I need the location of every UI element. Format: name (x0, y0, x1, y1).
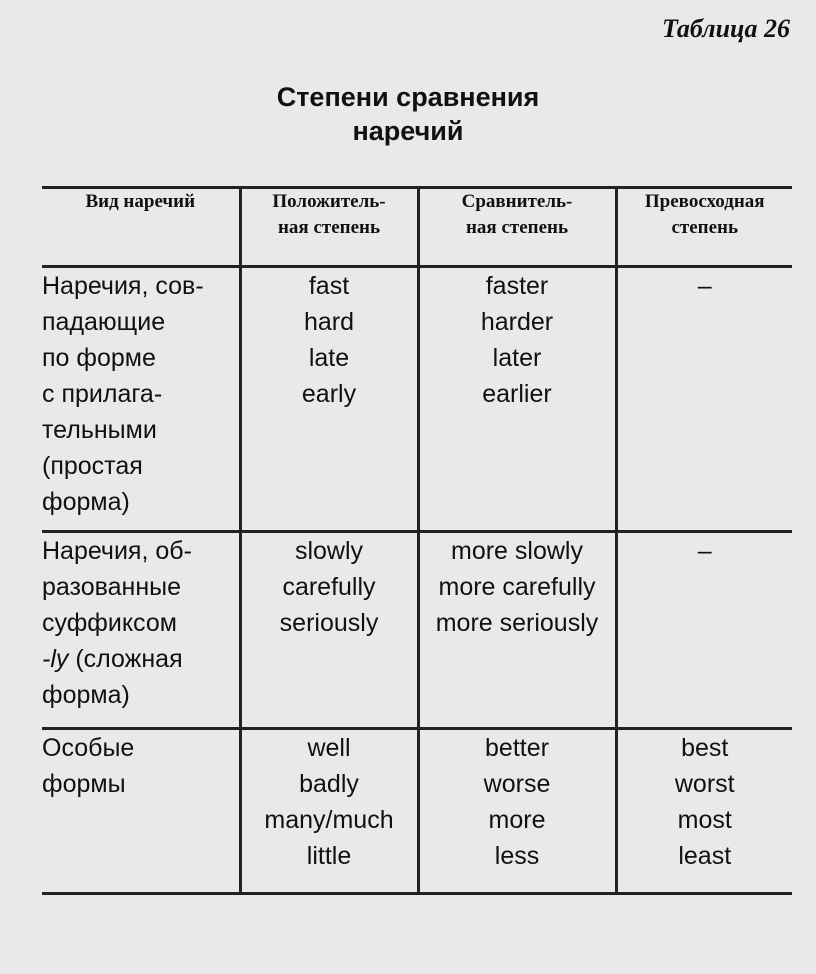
word: more carefully (438, 573, 596, 601)
kind-cell (42, 729, 240, 894)
word: seriously (279, 609, 379, 637)
word: fast (308, 272, 350, 300)
word: carefully (282, 573, 376, 601)
word: – (697, 272, 712, 300)
superlative-cell (616, 532, 792, 729)
positive-cell (240, 267, 418, 532)
word: early (301, 380, 357, 408)
header-line: Вид наречий (85, 191, 196, 212)
word: earlier (482, 380, 552, 408)
comparison-table (42, 186, 792, 895)
superlative-cell (616, 267, 792, 532)
kind-line: по форме (42, 344, 156, 372)
suffix-text: -ly (42, 645, 69, 673)
title-line: Степени сравнения (276, 82, 540, 112)
header-line: Сравнитель- (461, 191, 573, 212)
word: worse (483, 770, 551, 798)
word: hard (303, 308, 355, 336)
word: least (678, 842, 732, 870)
word: most (677, 806, 732, 834)
kind-line: тельными (42, 416, 157, 444)
word: little (306, 842, 352, 870)
positive-cell (240, 532, 418, 729)
word: more slowly (451, 537, 583, 565)
table-number: Таблица 26 (661, 14, 790, 43)
word: badly (299, 770, 359, 798)
kind-line: форма) (42, 488, 130, 516)
kind-cell (42, 267, 240, 532)
kind-line (42, 641, 239, 677)
comparative-cell (418, 267, 616, 532)
kind-line: разованные (42, 573, 182, 601)
word: late (308, 344, 350, 372)
header-superlative (616, 188, 792, 267)
comparative-cell (418, 532, 616, 729)
word: worst (674, 770, 735, 798)
title-line: наречий (352, 116, 464, 146)
kind-line: Наречия, об- (42, 537, 192, 565)
word: more seriously (435, 609, 599, 637)
header-line: Превосходная (644, 191, 765, 212)
table-row (42, 267, 792, 532)
header-line: Положитель- (272, 191, 386, 212)
kind-line: форма) (42, 681, 130, 709)
kind-line: Наречия, сов- (42, 272, 204, 300)
header-line: ная степень (465, 217, 569, 238)
kind-cell (42, 532, 240, 729)
kind-line-rest: (сложная (68, 645, 183, 673)
word: best (681, 734, 729, 762)
kind-line: (простая (42, 452, 143, 480)
superlative-cell (616, 729, 792, 894)
word: better (485, 734, 549, 762)
word: – (697, 537, 712, 565)
word: harder (480, 308, 554, 336)
header-line: ная степень (277, 217, 381, 238)
kind-line: суффиксом (42, 609, 177, 637)
table-row (42, 532, 792, 729)
header-positive (240, 188, 418, 267)
header-line: степень (671, 217, 739, 238)
header-row (42, 188, 792, 267)
positive-cell (240, 729, 418, 894)
comparative-cell (418, 729, 616, 894)
word: faster (485, 272, 549, 300)
word: slowly (294, 537, 364, 565)
word: more (488, 806, 546, 834)
kind-line: с прилага- (42, 380, 163, 408)
header-comparative (418, 188, 616, 267)
word: well (307, 734, 351, 762)
table-row (42, 729, 792, 894)
word: later (492, 344, 542, 372)
table-title (0, 80, 816, 148)
word: less (494, 842, 540, 870)
word: many/much (264, 806, 394, 834)
kind-line: формы (42, 770, 126, 798)
kind-line: падающие (42, 308, 166, 336)
kind-line: Особые (42, 734, 135, 762)
header-kind (42, 188, 240, 267)
